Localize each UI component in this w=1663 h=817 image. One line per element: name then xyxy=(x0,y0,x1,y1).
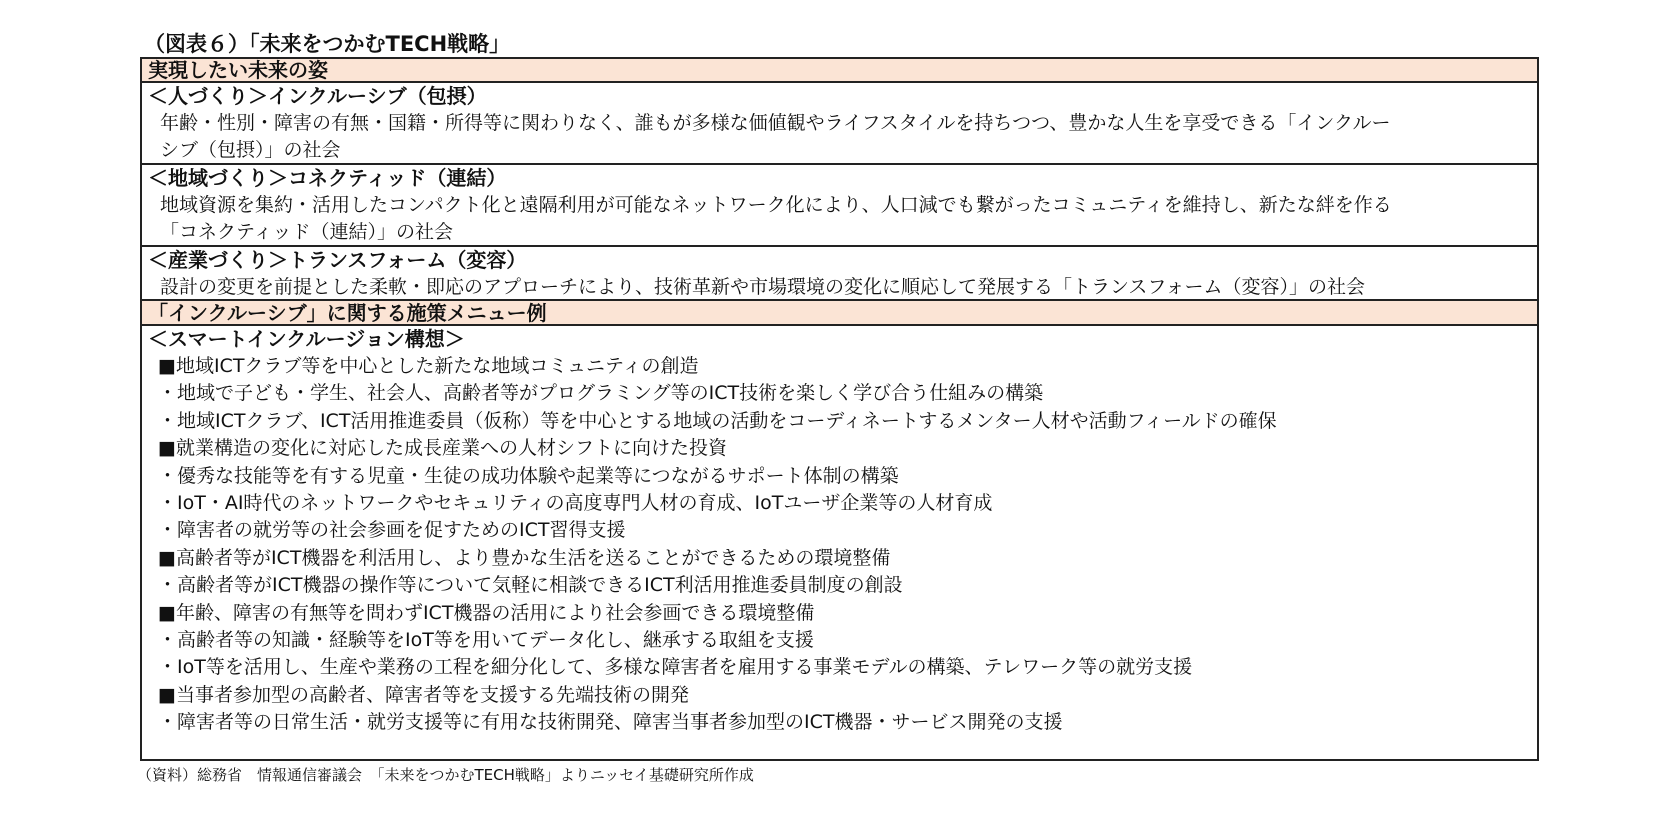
vision-transform xyxy=(142,247,1537,301)
vision-description xyxy=(142,274,1537,301)
vision-heading: ＜人づくり＞インクルーシブ（包摂） xyxy=(148,84,487,108)
menu-item: ・地域ICTクラブ、ICT活用推進委員（仮称）等を中心とする地域の活動をコーディネートするメンター人材や活動フィールドの確保 xyxy=(158,409,1277,432)
vision-description-line: 「コネクティッド（連結）」の社会 xyxy=(160,221,453,243)
menu-list xyxy=(142,353,1537,736)
vision-description xyxy=(142,192,1537,246)
menu-item: ・障害者等の日常生活・就労支援等に有用な技術開発、障害当事者参加型のICT機器・サービス開発の支援 xyxy=(158,711,1063,734)
menu-header: 「インクルーシブ」に関する施策メニュー例 xyxy=(142,299,1537,326)
menu-item: ■高齢者等がICT機器を利活用し、より豊かな生活を送ることができるための環境整備 xyxy=(158,546,891,569)
menu-item: ・高齢者等の知識・経験等をIoT等を用いてデータ化し、継承する取組を支援 xyxy=(158,628,814,651)
vision-connected xyxy=(142,165,1537,247)
menu-item: ・IoT・AI時代のネットワークやセキュリティの高度専門人材の育成、IoTユーザ企業等の人材育成 xyxy=(158,491,993,514)
figure-title: （図表６）「未来をつかむTECH戦略」 xyxy=(144,32,511,56)
menu-item: ■当事者参加型の高齢者、障害者等を支援する先端技術の開発 xyxy=(158,683,689,706)
vision-heading: ＜地域づくり＞コネクティッド（連結） xyxy=(148,166,507,190)
menu-item: ・優秀な技能等を有する児童・生徒の成功体験や起業等につながるサポート体制の構築 xyxy=(158,464,899,487)
source-note: （資料）総務省 情報通信審議会 「未来をつかむTECH戦略」よりニッセイ基礎研究所作成 xyxy=(137,766,754,784)
menu-item: ・地域で子ども・学生、社会人、高齢者等がプログラミング等のICT技術を楽しく学び合う仕組みの構築 xyxy=(158,382,1044,405)
vision-description-line: 設計の変更を前提とした柔軟・即応のアプローチにより、技術革新や市場環境の変化に順応して発展する「トランスフォーム（変容）」の社会 xyxy=(160,276,1365,298)
menu-heading: ＜スマートインクルージョン構想＞ xyxy=(148,327,465,351)
menu-section xyxy=(142,326,1537,761)
vision-inclusive xyxy=(142,83,1537,165)
vision-header: 実現したい未来の姿 xyxy=(142,59,1537,83)
vision-heading: ＜産業づくり＞トランスフォーム（変容） xyxy=(148,248,527,272)
vision-description-line: 地域資源を集約・活用したコンパクト化と遠隔利用が可能なネットワーク化により、人口減でも繋がったコミュニティを維持し、新たな絆を作る xyxy=(160,194,1392,216)
menu-item: ・障害者の就労等の社会参画を促すためのICT習得支援 xyxy=(158,519,626,542)
menu-item: ■年齢、障害の有無等を問わずICT機器の活用により社会参画できる環境整備 xyxy=(158,601,815,624)
vision-description xyxy=(142,110,1537,164)
menu-item: ・高齢者等がICT機器の操作等について気軽に相談できるICT利活用推進委員制度の創設 xyxy=(158,574,903,597)
menu-item: ■就業構造の変化に対応した成長産業への人材シフトに向けた投資 xyxy=(158,437,727,460)
menu-item: ・IoT等を活用し、生産や業務の工程を細分化して、多様な障害者を雇用する事業モデルの構築、テレワーク等の就労支援 xyxy=(158,656,1193,679)
menu-item: ■地域ICTクラブ等を中心とした新たな地域コミュニティの創造 xyxy=(158,355,699,377)
strategy-table xyxy=(140,57,1539,761)
vision-description-line: シブ（包摂）」の社会 xyxy=(160,139,341,161)
vision-description-line: 年齢・性別・障害の有無・国籍・所得等に関わりなく、誰もが多様な価値観やライフスタイルを持ちつつ、豊かな人生を享受できる「インクルー xyxy=(160,112,1391,134)
